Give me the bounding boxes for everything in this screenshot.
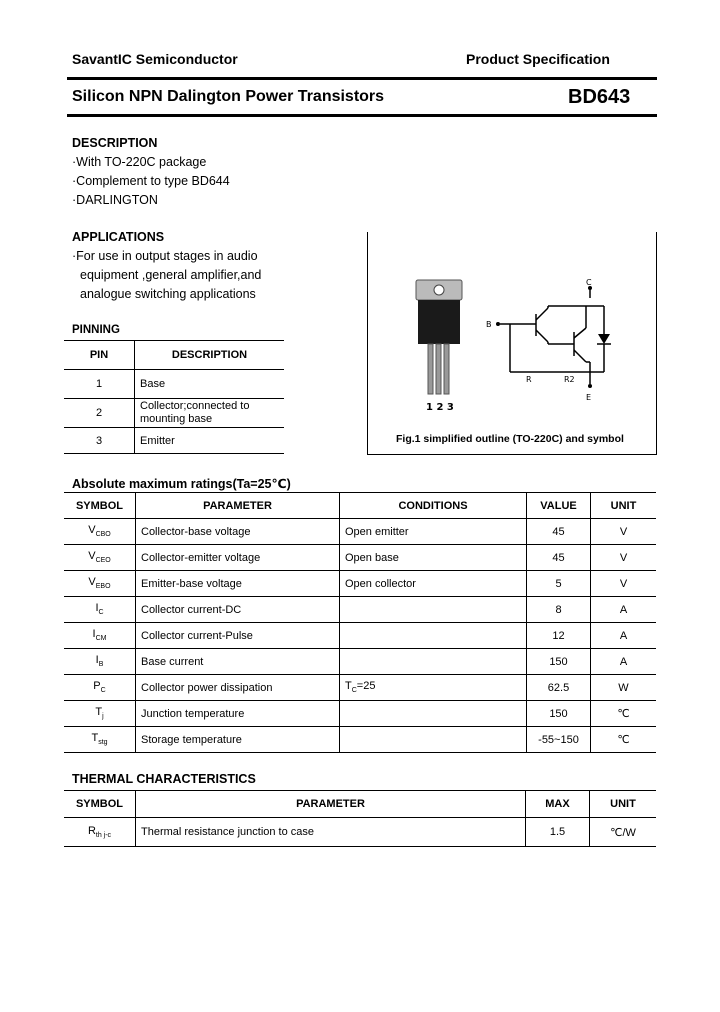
- parameter-cell: Collector current-DC: [136, 597, 340, 623]
- unit-cell: A: [591, 597, 657, 623]
- header-rule-bottom: [67, 114, 657, 117]
- unit-cell: V: [591, 571, 657, 597]
- column-header: DESCRIPTION: [135, 341, 285, 370]
- applications-heading: APPLICATIONS: [72, 230, 165, 244]
- column-header: UNIT: [590, 791, 657, 818]
- column-header: PARAMETER: [136, 493, 340, 519]
- symbol-cell: $T_j$: [64, 701, 136, 727]
- table-row: [64, 597, 656, 623]
- resistor-r2-label: R2: [564, 375, 575, 384]
- pinning-heading: PINNING: [72, 324, 120, 336]
- conditions-cell: [340, 597, 527, 623]
- description-line: ·Complement to type BD644: [72, 174, 230, 188]
- parameter-cell: Junction temperature: [136, 701, 340, 727]
- abs-max-table: [64, 492, 656, 753]
- document-type: Product Specification: [466, 51, 610, 67]
- column-header: SYMBOL: [64, 493, 136, 519]
- symbol-cell: $P_C$: [64, 675, 136, 701]
- table-row: [64, 571, 656, 597]
- parameter-cell: Storage temperature: [136, 727, 340, 753]
- pin-number: 3: [64, 428, 135, 454]
- parameter-cell: Collector-emitter voltage: [136, 545, 340, 571]
- abs-max-rows: [64, 519, 656, 753]
- unit-cell: A: [591, 649, 657, 675]
- value-cell: 12: [527, 623, 591, 649]
- value-cell: 5: [527, 571, 591, 597]
- column-header: PIN: [64, 341, 135, 370]
- darlington-symbol-icon: [500, 288, 604, 384]
- pin-number: 1: [64, 370, 135, 399]
- column-header: SYMBOL: [64, 791, 136, 818]
- symbol-cell: $I_B$: [64, 649, 136, 675]
- thermal-unit: ℃/W: [590, 818, 657, 847]
- symbol-cell: $V_{CEO}$: [64, 545, 136, 571]
- company-name: SavantIC Semiconductor: [72, 51, 238, 67]
- resistor-r1-label: R: [526, 375, 532, 384]
- table-row: [64, 519, 656, 545]
- parameter-cell: Collector current-Pulse: [136, 623, 340, 649]
- abs-max-heading: Absolute maximum ratings(Ta=25℃): [72, 477, 291, 491]
- column-header: PARAMETER: [136, 791, 526, 818]
- conditions-cell: [340, 649, 527, 675]
- symbol-cell: $I_{CM}$: [64, 623, 136, 649]
- figure-caption: Fig.1 simplified outline (TO-220C) and symbol: [396, 433, 624, 445]
- value-cell: 45: [527, 519, 591, 545]
- thermal-table: [64, 790, 656, 847]
- description-line: ·With TO-220C package: [72, 155, 207, 169]
- value-cell: -55~150: [527, 727, 591, 753]
- collector-label: C: [586, 278, 592, 287]
- base-label: B: [486, 320, 492, 329]
- table-row: [64, 623, 656, 649]
- value-cell: 45: [527, 545, 591, 571]
- pin-number: 2: [64, 399, 135, 428]
- pinning-table: [64, 340, 284, 454]
- column-header: VALUE: [527, 493, 591, 519]
- symbol-cell: $V_{EBO}$: [64, 571, 136, 597]
- unit-cell: V: [591, 545, 657, 571]
- symbol-cell: $I_C$: [64, 597, 136, 623]
- description-heading: DESCRIPTION: [72, 136, 158, 150]
- parameter-cell: Emitter-base voltage: [136, 571, 340, 597]
- column-header: MAX: [526, 791, 590, 818]
- pin-numbers-label: 1 2 3: [426, 402, 454, 413]
- pin-description: Base: [135, 370, 285, 399]
- unit-cell: ℃: [591, 727, 657, 753]
- conditions-cell: Open emitter: [340, 519, 527, 545]
- conditions-cell: Open base: [340, 545, 527, 571]
- unit-cell: ℃: [591, 701, 657, 727]
- page-title: Silicon NPN Dalington Power Transistors: [72, 88, 385, 105]
- value-cell: 150: [527, 701, 591, 727]
- unit-cell: A: [591, 623, 657, 649]
- conditions-cell: $T_C=25$: [340, 675, 527, 701]
- value-cell: 62.5: [527, 675, 591, 701]
- pin-description: Collector;connected to mounting base: [135, 399, 285, 428]
- table-row: [64, 649, 656, 675]
- conditions-cell: [340, 727, 527, 753]
- thermal-heading: THERMAL CHARACTERISTICS: [72, 772, 256, 786]
- parameter-cell: Collector-base voltage: [136, 519, 340, 545]
- thermal-max: 1.5: [526, 818, 590, 847]
- parameter-cell: Base current: [136, 649, 340, 675]
- conditions-cell: [340, 623, 527, 649]
- value-cell: 8: [527, 597, 591, 623]
- value-cell: 150: [527, 649, 591, 675]
- thermal-parameter: Thermal resistance junction to case: [136, 818, 526, 847]
- applications-line: analogue switching applications: [80, 287, 256, 301]
- package-and-symbol-figure: [368, 232, 654, 432]
- thermal-symbol: $R_{th j-c}$: [64, 818, 136, 847]
- header-rule-top: [67, 77, 657, 80]
- parameter-cell: Collector power dissipation: [136, 675, 340, 701]
- column-header: UNIT: [591, 493, 657, 519]
- table-row: [64, 545, 656, 571]
- table-row: [64, 701, 656, 727]
- to220-package-icon: [416, 280, 462, 394]
- table-row: [64, 818, 656, 847]
- part-number: BD643: [568, 86, 631, 108]
- pin-description: Emitter: [135, 428, 285, 454]
- unit-cell: V: [591, 519, 657, 545]
- emitter-label: E: [586, 393, 592, 402]
- applications-line: equipment ,general amplifier,and: [80, 268, 262, 282]
- symbol-cell: $V_{CBO}$: [64, 519, 136, 545]
- conditions-cell: [340, 701, 527, 727]
- table-row: [64, 675, 656, 701]
- description-line: ·DARLINGTON: [72, 193, 158, 207]
- column-header: CONDITIONS: [340, 493, 527, 519]
- applications-line: ·For use in output stages in audio: [72, 249, 258, 263]
- conditions-cell: Open collector: [340, 571, 527, 597]
- symbol-cell: $T_{stg}$: [64, 727, 136, 753]
- unit-cell: W: [591, 675, 657, 701]
- diode-icon: [598, 334, 610, 344]
- table-row: [64, 727, 656, 753]
